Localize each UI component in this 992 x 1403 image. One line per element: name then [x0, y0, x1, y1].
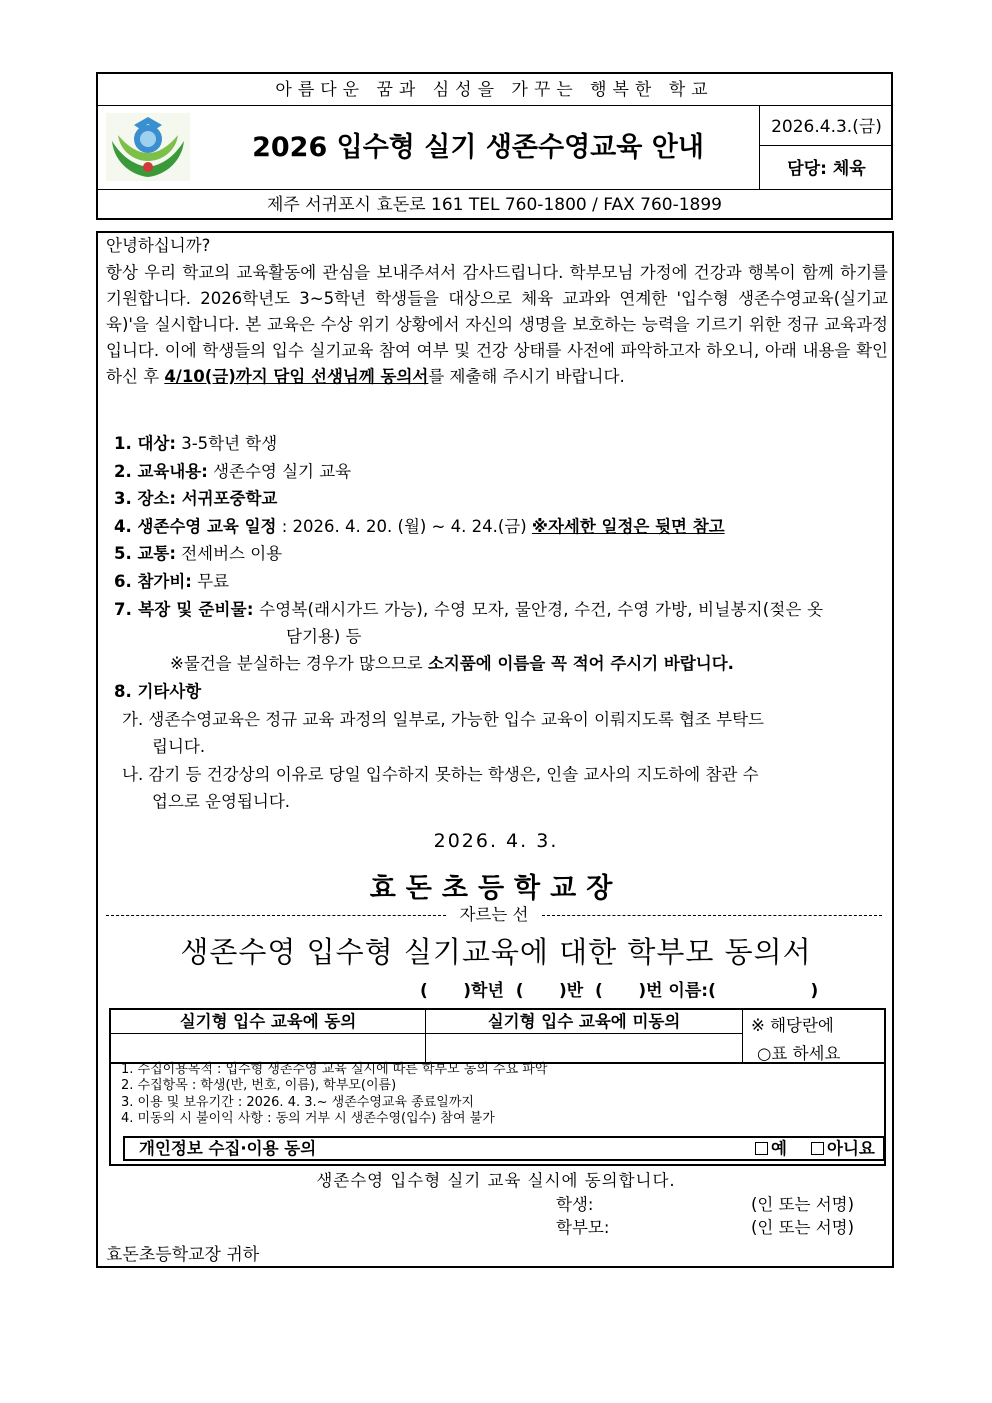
item-content — [114, 459, 351, 485]
privacy-yes-option[interactable] — [755, 1138, 787, 1159]
deadline-emphasis: 4/10(금)까지 담임 선생님께 동의서 — [164, 367, 429, 386]
schedule-note: ※자세한 일정은 뒷면 참고 — [531, 517, 725, 536]
agree-sentence: 생존수영 입수형 실기 교육 실시에 동의합니다. — [316, 1171, 676, 1190]
privacy-line: 3. 이용 및 보유기간 : 2026. 4. 3.~ 생존수영교육 종료일까지 — [121, 1095, 474, 1110]
cut-line — [106, 903, 882, 927]
lost-items-notice — [170, 651, 734, 677]
disagree-cell[interactable] — [426, 1034, 743, 1062]
student-sign-hint[interactable]: (인 또는 서명) — [751, 1195, 855, 1214]
item-value: 수영복(래시가드 가능), 수영 모자, 물안경, 수건, 수영 가방, 비닐봉지(젖은 옷 — [253, 600, 824, 619]
parent-sign-label: 학부모: — [556, 1218, 610, 1237]
privacy-box — [109, 1062, 886, 1166]
header-box — [96, 72, 893, 220]
school-address: 제주 서귀포시 효돈로 161 TEL 760-1800 / FAX 760-1899 — [267, 195, 722, 215]
col-agree-header: 실기형 입수 교육에 동의 — [111, 1010, 426, 1034]
item-value: 3-5학년 학생 — [175, 434, 278, 453]
item-label: 3. 장소: — [114, 489, 176, 508]
parent-sign-hint[interactable]: (인 또는 서명) — [751, 1218, 855, 1237]
notice-emphasis: 소지품에 이름을 꼭 적어 주시기 바랍니다. — [427, 654, 734, 673]
item-location — [114, 486, 277, 512]
privacy-consent-label: 개인정보 수집·이용 동의 — [139, 1139, 317, 1158]
greeting: 안녕하십니까? — [106, 236, 211, 255]
letter-body-end: 를 제출해 주시기 바랍니다. — [428, 367, 625, 386]
item-fee — [114, 569, 229, 595]
document-title: 2026 입수형 실기 생존수영교육 안내 — [252, 132, 704, 163]
privacy-line: 2. 수집항목 : 학생(반, 번호, 이름), 학부모(이름) — [121, 1078, 397, 1093]
item-supplies — [114, 597, 823, 623]
etc-item-a-cont: 립니다. — [152, 737, 206, 756]
item-target — [114, 431, 277, 457]
school-motto: 아름다운 꿈과 심성을 가꾸는 행복한 학교 — [98, 74, 891, 106]
privacy-line: 1. 수집이용목적 : 입수형 생존수영 교육 실시에 따른 학부모 동의 수요 파악 — [121, 1062, 548, 1077]
privacy-consent-bar — [123, 1136, 885, 1161]
col-disagree-header: 실기형 입수 교육에 미동의 — [426, 1010, 743, 1034]
item-value: 무료 — [191, 572, 230, 591]
etc-item-b: 나. 감기 등 건강상의 이유로 당일 입수하지 못하는 학생은, 인솔 교사의 지도하에 참관 수 — [122, 765, 759, 784]
mark-instruction: ※ 해당란에 — [751, 1016, 834, 1035]
item-label: 6. 참가비: — [114, 572, 192, 591]
school-logo-icon — [104, 111, 192, 183]
item-label: 7. 복장 및 준비물: — [114, 600, 254, 619]
item-schedule — [114, 514, 725, 540]
item-label: 2. 교육내용: — [114, 462, 208, 481]
item-label: 4. 생존수영 교육 일정 — [114, 517, 277, 536]
signature-date: 2026. 4. 3. — [433, 830, 559, 852]
checkbox-icon[interactable] — [755, 1142, 768, 1155]
no-label: 아니요 — [827, 1139, 875, 1158]
mark-instruction-cont: ○표 하세요 — [757, 1044, 841, 1063]
agree-cell[interactable] — [111, 1034, 426, 1062]
letter-body-text: 항상 우리 학교의 교육활동에 관심을 보내주셔서 감사드립니다. 학부모님 가정에 건강과 행복이 함께 하기를 기원합니다. 2026학년도 3~5학년 학생들을 대상으로 체육 교과와 연계한 '입수형 생존수영교육(실기교육)'을 실시합니다. 본 교육은 수상 위기 상황에서 자신의 생명을 보호하는 능력을 기르기 위한 정규 교육과정입니다. 이에 학생들의 입수 실기교육 참여 여부 및 건강 상태를 사전에 파악하고자 하오니, 아래 내용을 확인하신 후 — [106, 263, 888, 386]
signature-school: 효돈초등학교장 — [369, 873, 623, 904]
consent-title: 생존수영 입수형 실기교육에 대한 학부모 동의서 — [180, 935, 812, 969]
item-label: 5. 교통: — [114, 544, 176, 563]
cut-line-label: 자르는 선 — [455, 905, 532, 924]
letter-body — [106, 260, 888, 390]
consent-table — [109, 1008, 886, 1064]
privacy-line: 4. 미동의 시 불이익 사항 : 동의 거부 시 생존수영(입수) 참여 불가 — [121, 1111, 495, 1126]
privacy-no-option[interactable] — [811, 1138, 875, 1159]
document-date: 2026.4.3.(금) — [760, 106, 893, 146]
etc-item-b-cont: 업으로 운영됩니다. — [152, 792, 291, 811]
etc-item-a: 가. 생존수영교육은 정규 교육 과정의 일부로, 가능한 입수 교육이 이뤄지도록 협조 부탁드 — [122, 710, 764, 729]
header-title-row — [98, 106, 891, 190]
checkbox-icon[interactable] — [811, 1142, 824, 1155]
document-owner: 담당: 체육 — [787, 159, 866, 179]
item-value: 전세버스 이용 — [175, 544, 283, 563]
addressee: 효돈초등학교장 귀하 — [106, 1245, 260, 1265]
header-meta — [759, 106, 893, 190]
item-etc — [114, 679, 201, 705]
item-label: 1. 대상: — [114, 434, 176, 453]
item-value: 서귀포중학교 — [175, 489, 278, 508]
item-value: : 2026. 4. 20. (월) ~ 4. 24.(금) — [276, 517, 532, 536]
student-sign-label: 학생: — [556, 1195, 594, 1214]
item-label: 8. 기타사항 — [114, 682, 202, 701]
notice-text: ※물건을 분실하는 경우가 많으므로 — [170, 654, 428, 673]
yes-label: 예 — [771, 1139, 787, 1158]
item-value: 생존수영 실기 교육 — [207, 462, 352, 481]
student-info-line[interactable]: ( )학년 ( )반 ( )번 이름:( ) — [420, 981, 819, 1001]
item-supplies-cont: 담기용) 등 — [286, 627, 362, 646]
item-transport — [114, 541, 282, 567]
